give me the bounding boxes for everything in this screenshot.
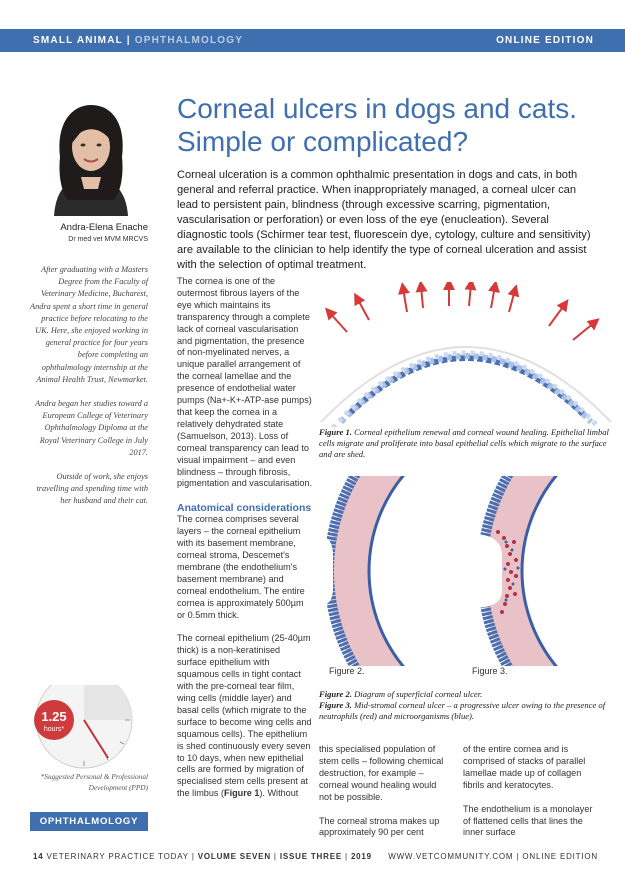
subsection-label: OPHTHALMOLOGY [134, 35, 244, 46]
body-paragraph: The cornea is one of the outermost fibrous layers of the eye which maintains its transparency through a complete lack of corneal vascularisation and pigmentation, the presence of non-myelinated nerves, a unique parallel arrangement of the corneal lamellae and the presence of endothelial water pumps (Na+-K+-ATP-ase pumps) that keep the cornea in a relatively dehydrated state (Samuelson, 2013). Loss of corneal transparency can lead to visual impairment – and even blindness – through fibrosis, pigmentation and vascularisation. [177, 276, 312, 489]
page-footer [33, 852, 598, 861]
body-text: The corneal epithelium (25-40µm thick) is a non-keratinised surface epithelium with squamous cells in tight contact with the pre-corneal tear film, wing cells (middle layer) and basal cells (which migrate to the surface to become wing cells and squamous cells). The epithelium is shed continuously every seven to 10 days, when new epithelial cells are formed by migration of specialised stem cells present at the limbus ( [177, 633, 312, 799]
article-title [177, 92, 597, 158]
caption-label: Figure 3. [319, 700, 352, 711]
body-paragraph [177, 633, 312, 800]
author-qualifications: Dr med vet MVM MRCVS [68, 236, 148, 243]
issue-label: ISSUE THREE [279, 852, 342, 861]
body-text: ). Without [259, 788, 299, 799]
page-number: 14 [33, 852, 44, 861]
figure-1-diagram [319, 282, 614, 427]
figure-2-diagram [319, 476, 449, 666]
cpd-value: 1.25 [41, 709, 67, 724]
bio-paragraph: Outside of work, she enjoys travelling and spending time with her husband and their cat. [36, 472, 148, 506]
article-column-2 [319, 744, 449, 851]
title-line: Corneal ulcers in dogs and cats. [177, 93, 577, 124]
publication-name: VETERINARY PRACTICE TODAY [46, 852, 189, 861]
cpd-note: *Suggested Personal & Professional Development (PPD) [40, 772, 148, 792]
section-label: SMALL ANIMAL [33, 35, 123, 46]
figures-2-3-caption [319, 689, 609, 723]
article-column-3 [463, 744, 598, 851]
article-lead: Corneal ulceration is a common ophthalmic presentation in dogs and cats, in both general and referral practice. When inappropriately managed, a corneal ulcer can lead to persistent pain, blindness (through excessive scarring, pigmentation, vascularisation or perforation) or even loss of the eye (enucleation). Several diagnostic tools (Schirmer tear test, fluorescein dye, cytology, culture and sensitivity) are available to the clinician to help identify the type of corneal ulceration and assist with the selection of optimal treatment. [177, 169, 591, 271]
body-paragraph: The endothelium is a monolayer of flattened cells that lines the inner surface [463, 803, 593, 838]
caption-text: Diagram of superficial corneal ulcer. [351, 689, 483, 699]
year-label: 2019 [350, 852, 372, 861]
author-info [30, 222, 148, 243]
footer-left: 14 VETERINARY PRACTICE TODAY | VOLUME SEVEN | ISSUE THREE | 2019 [33, 852, 372, 861]
figure-1-caption [319, 427, 614, 461]
section-tag: OPHTHALMOLOGY [30, 812, 148, 831]
caption-text: Mid-stromal corneal ulcer – a progressive ulcer owing to the presence of neutrophils (red) and microorganisms (blue). [319, 700, 606, 722]
body-paragraph: of the entire cornea and is comprised of stacks of parallel lamellae made up of collagen fibrils and keratocytes. [463, 744, 586, 790]
breadcrumb-separator: | [122, 35, 135, 46]
figure-2-label: Figure 2. [329, 666, 365, 676]
section-breadcrumb [33, 35, 243, 46]
caption-line [319, 689, 609, 700]
volume-label: VOLUME SEVEN [197, 852, 271, 861]
website-link[interactable]: WWW.VETCOMMUNITY.COM [388, 852, 514, 861]
cpd-unit: hours* [43, 726, 65, 733]
header-bar [0, 29, 625, 52]
bio-paragraph: Andra began her studies toward a European College of Veterinary Ophthalmology Diploma at the Royal Veterinary College in July 2017. [35, 399, 148, 457]
subheading: Anatomical considerations [177, 502, 312, 515]
figure-3-label: Figure 3. [472, 666, 508, 676]
footer-right: WWW.VETCOMMUNITY.COM | ONLINE EDITION [388, 852, 598, 861]
caption-line [319, 700, 609, 722]
body-paragraph: The corneal stroma makes up approximately 90 per cent [319, 815, 440, 838]
caption-text: Corneal epithelium renewal and corneal wound healing. Epithelial limbal cells migrate and proliferate into basal epithelial cells which migrate to the surface and are shed. [319, 427, 609, 460]
author-name: Andra-Elena Enache [60, 222, 148, 233]
figure-reference: Figure 1 [224, 788, 260, 799]
title-line: Simple or complicated? [177, 126, 469, 157]
author-photo [34, 95, 147, 216]
caption-label: Figure 1. [319, 427, 352, 437]
edition-label: ONLINE EDITION [496, 35, 594, 46]
bio-paragraph: After graduating with a Masters Degree from the Faculty of Veterinary Medicine, Bucharest, Andra spent a short time in general practice before relocating to the UK. Here, she enjoyed working in general practice for four years before completing an ophthalmology internship at the Animal Health Trust, Newmarket. [30, 265, 148, 384]
edition-label: ONLINE EDITION [522, 852, 598, 861]
figure-3-diagram [472, 476, 602, 666]
body-paragraph: The cornea comprises several layers – the corneal epithelium with its basement membrane, corneal stroma, Descemet's membrane (the endothelium's basement membrane) and corneal endothelium. The entire cornea is approximately 500µm or 0.5mm thick. [177, 514, 305, 620]
author-bio [30, 264, 148, 520]
caption-label: Figure 2. [319, 689, 352, 699]
article-column-1 [177, 276, 312, 812]
body-paragraph: this specialised population of stem cells – following chemical destruction, for example – corneal wound healing would not be possible. [319, 744, 444, 802]
